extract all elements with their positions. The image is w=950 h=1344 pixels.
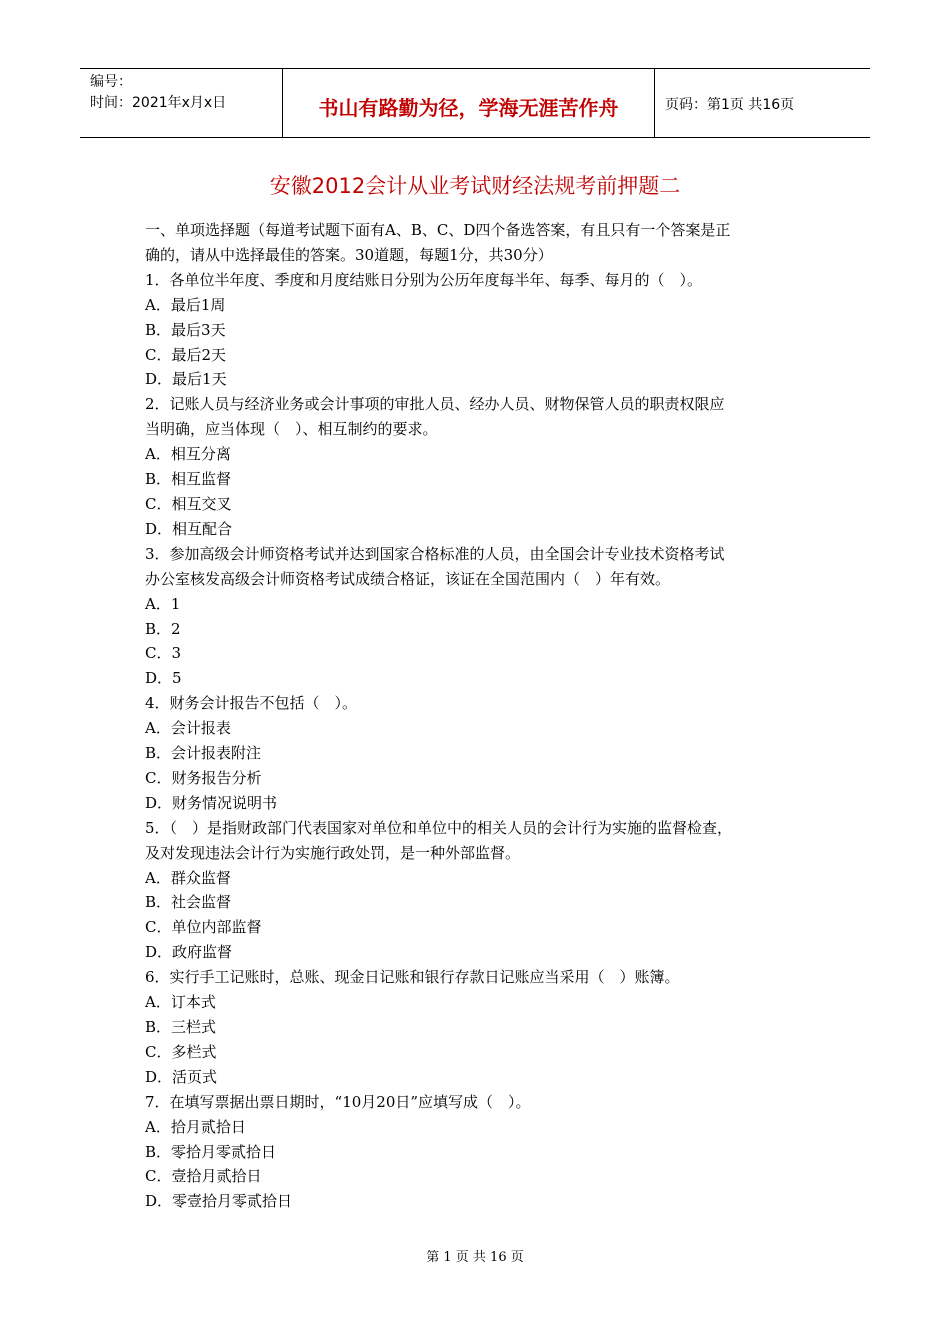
answer-option: D．财务情况说明书 [145, 793, 278, 812]
answer-option: C．财务报告分析 [145, 768, 262, 787]
question-stem: 6．实行手工记账时，总账、现金日记账和银行存款日记账应当采用（ ）账簿。 [145, 968, 680, 987]
question-stem-continued: 及对发现违法会计行为实施行政处罚，是一种外部监督。 [145, 843, 521, 862]
answer-option: C．最后2天 [145, 345, 227, 364]
question-stem: 2．记账人员与经济业务或会计事项的审批人员、经办人员、财物保管人员的职责权限应 [145, 395, 725, 414]
answer-option: D．最后1天 [145, 370, 227, 389]
answer-option: A．相互分离 [145, 445, 231, 464]
answer-option: B．最后3天 [145, 320, 226, 339]
question-stem: 5．（ ）是指财政部门代表国家对单位和单位中的相关人员的会计行为实施的监督检查， [145, 818, 733, 837]
document-body [145, 218, 825, 1214]
answer-option: A．拾月贰拾日 [145, 1117, 246, 1136]
answer-option: C．相互交叉 [145, 494, 232, 513]
document-time: 时间：2021年x月x日 [90, 95, 227, 111]
answer-option: C．壹拾月贰拾日 [145, 1167, 262, 1186]
answer-option: C．单位内部监督 [145, 918, 262, 937]
answer-option: D．零壹拾月零贰拾日 [145, 1192, 293, 1211]
header-meta [80, 69, 282, 137]
answer-option: D．相互配合 [145, 519, 233, 538]
header-motto: 书山有路勤为径，学海无涯苦作舟 [282, 69, 655, 137]
answer-option: B．2 [145, 619, 181, 638]
answer-option: D．活页式 [145, 1067, 218, 1086]
answer-option: B．零拾月零贰拾日 [145, 1142, 277, 1161]
question-stem: 1．各单位半年度、季度和月度结账日分别为公历年度每半年、每季、每月的（ ）。 [145, 270, 703, 289]
section-intro: 一、单项选择题（每道考试题下面有A、B、C、D四个备选答案，有且只有一个答案是正 [145, 221, 731, 239]
answer-option: D．政府监督 [145, 943, 233, 962]
question-stem-continued: 办公室核发高级会计师资格考试成绩合格证，该证在全国范围内（ ）年有效。 [145, 569, 671, 588]
answer-option: A．最后1周 [145, 295, 226, 314]
answer-option: B．会计报表附注 [145, 744, 262, 763]
answer-option: C．多栏式 [145, 1042, 217, 1061]
question-stem: 3．参加高级会计师资格考试并达到国家合格标准的人员，由全国会计专业技术资格考试 [145, 544, 725, 563]
answer-option: A．群众监督 [145, 868, 231, 887]
header-page-info: 页码：第1页 共16页 [665, 97, 795, 113]
question-stem: 7．在填写票据出票日期时，“10月20日”应填写成（ ）。 [145, 1092, 531, 1111]
answer-option: A．订本式 [145, 993, 216, 1012]
answer-option: B．三栏式 [145, 1018, 217, 1036]
question-stem-continued: 当明确，应当体现（ ）、相互制约的要求。 [145, 420, 438, 439]
question-stem: 4．财务会计报告不包括（ ）。 [145, 694, 358, 713]
document-number: 编号： [90, 74, 132, 90]
section-intro-continued: 确的，请从中选择最佳的答案。30道题，每题1分，共30分） [145, 245, 553, 264]
page-footer: 第 1 页 共 16 页 [426, 1250, 524, 1265]
answer-option: A．1 [145, 594, 181, 613]
answer-option: B．相互监督 [145, 470, 232, 489]
answer-option: A．会计报表 [145, 719, 231, 738]
answer-option: D．5 [145, 669, 182, 688]
document-title: 安徽2012会计从业考试财经法规考前押题二 [269, 174, 681, 198]
answer-option: C．3 [145, 644, 182, 663]
page-header [80, 68, 870, 138]
answer-option: B．社会监督 [145, 893, 232, 912]
